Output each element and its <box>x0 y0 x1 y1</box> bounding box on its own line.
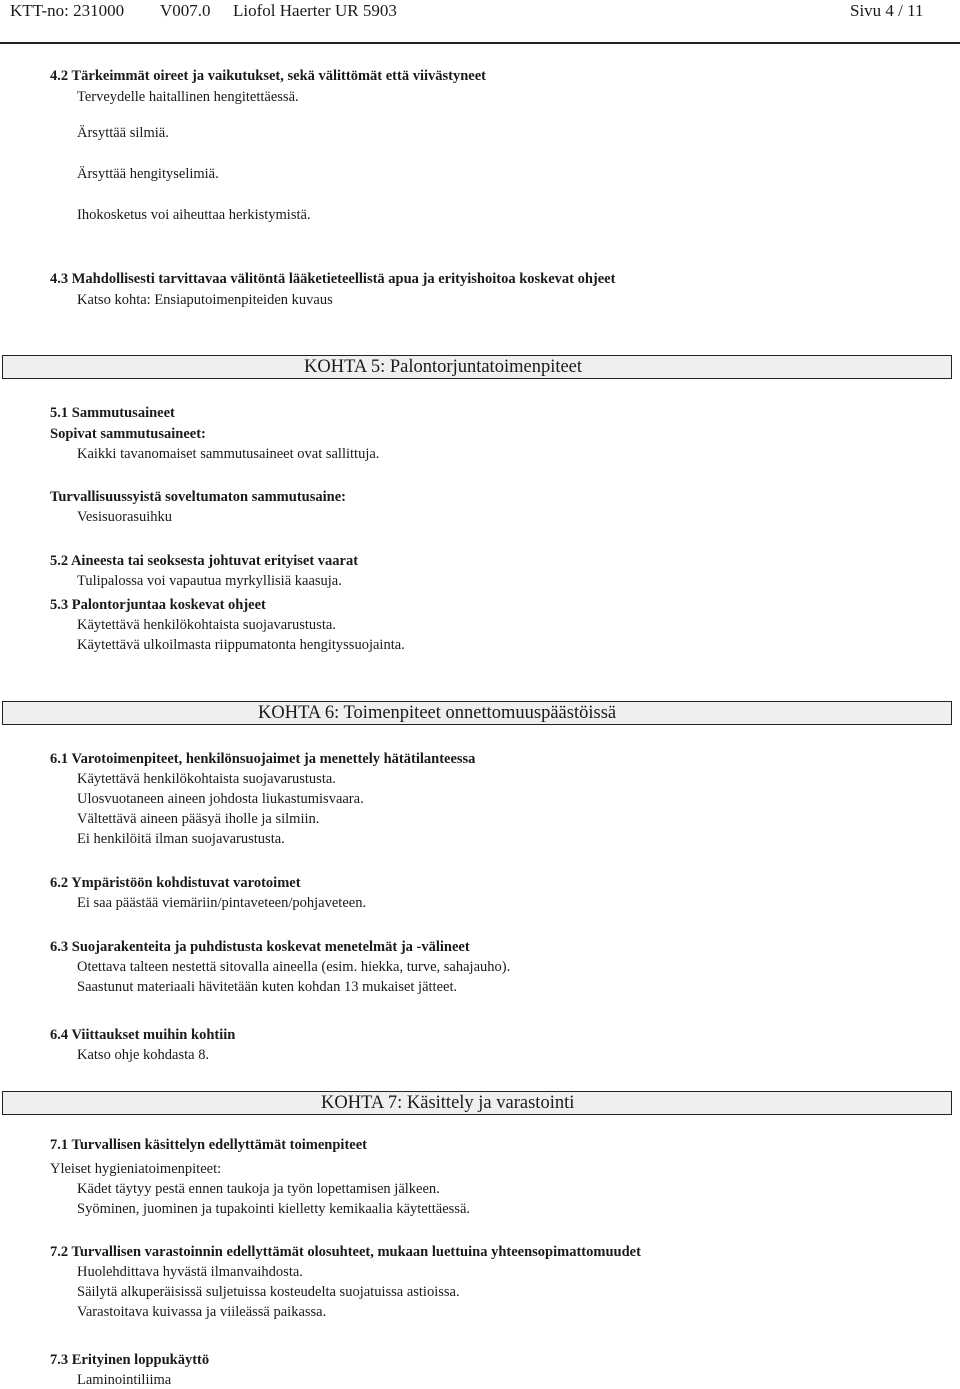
text-line: Ei saa päästää viemäriin/pintaveteen/pohjaveteen. <box>77 895 367 911</box>
label-hygiene: Yleiset hygieniatoimenpiteet: <box>50 1161 222 1177</box>
text-line: Ei henkilöitä ilman suojavarustusta. <box>77 831 285 847</box>
text-line: Varastoitava kuivassa ja viileässä paikassa. <box>77 1304 327 1320</box>
text-line: Ärsyttää hengityselimiä. <box>77 166 219 182</box>
text-line: Kädet täytyy pestä ennen taukoja ja työn lopettamisen jälkeen. <box>77 1181 440 1197</box>
text-line: Käytettävä henkilökohtaista suojavarustusta. <box>77 617 336 633</box>
product-name: Liofol Haerter UR 5903 <box>233 1 397 20</box>
section-heading-7: KOHTA 7: Käsittely ja varastointi <box>321 1093 575 1113</box>
subsection-title-6-4: 6.4 Viittaukset muihin kohtiin <box>50 1027 236 1043</box>
subsection-title-7-2: 7.2 Turvallisen varastoinnin edellyttämät olosuhteet, mukaan luettuina yhteensopimattomuudet <box>50 1244 641 1260</box>
subsection-title-5-2: 5.2 Aineesta tai seoksesta johtuvat erityiset vaarat <box>50 553 359 569</box>
subsection-title-4-2: 4.2 Tärkeimmät oireet ja vaikutukset, sekä välittömät että viivästyneet <box>50 68 487 84</box>
text-line: Saastunut materiaali hävitetään kuten kohdan 13 mukaiset jätteet. <box>77 979 458 995</box>
text-line: Vesisuorasuihku <box>77 509 173 525</box>
subsection-title-6-2: 6.2 Ympäristöön kohdistuvat varotoimet <box>50 875 301 891</box>
subsection-title-7-1: 7.1 Turvallisen käsittelyn edellyttämät toimenpiteet <box>50 1137 367 1153</box>
label-suitable: Sopivat sammutusaineet: <box>50 426 206 442</box>
text-line: Laminointiliima <box>77 1372 172 1388</box>
text-line: Ihokosketus voi aiheuttaa herkistymistä. <box>77 207 311 223</box>
text-line: Otettava talteen nestettä sitovalla aineella (esim. hiekka, turve, sahajauho). <box>77 959 511 975</box>
section-heading-5: KOHTA 5: Palontorjuntatoimenpiteet <box>304 357 583 377</box>
text-line: Käytettävä ulkoilmasta riippumatonta hengityssuojainta. <box>77 637 405 653</box>
doc-version: V007.0 <box>160 1 211 20</box>
text-line: Katso kohta: Ensiaputoimenpiteiden kuvaus <box>77 292 333 308</box>
text-line: Käytettävä henkilökohtaista suojavarustusta. <box>77 771 336 787</box>
text-line: Ulosvuotaneen aineen johdosta liukastumisvaara. <box>77 791 364 807</box>
label-unsuitable: Turvallisuussyistä soveltumaton sammutusaine: <box>50 489 346 505</box>
text-line: Tulipalossa voi vapautua myrkyllisiä kaasuja. <box>77 573 342 589</box>
text-line: Huolehdittava hyvästä ilmanvaihdosta. <box>77 1264 303 1280</box>
header-rule <box>0 42 960 44</box>
text-line: Kaikki tavanomaiset sammutusaineet ovat sallittuja. <box>77 446 380 462</box>
section-heading-6: KOHTA 6: Toimenpiteet onnettomuuspäästöissä <box>258 703 617 723</box>
page-number: Sivu 4 / 11 <box>850 1 924 20</box>
text-line: Katso ohje kohdasta 8. <box>77 1047 210 1063</box>
subsection-title-4-3: 4.3 Mahdollisesti tarvittavaa välitöntä lääketieteellistä apua ja erityishoitoa koskevat ohjeet <box>50 271 616 287</box>
text-line: Ärsyttää silmiä. <box>77 125 169 141</box>
subsection-title-7-3: 7.3 Erityinen loppukäyttö <box>50 1352 210 1368</box>
subsection-title-6-1: 6.1 Varotoimenpiteet, henkilönsuojaimet ja menettely hätätilanteessa <box>50 751 476 767</box>
subsection-title-6-3: 6.3 Suojarakenteita ja puhdistusta koskevat menetelmät ja -välineet <box>50 939 470 955</box>
text-line: Säilytä alkuperäisissä suljetuissa kosteudelta suojatuissa astioissa. <box>77 1284 460 1300</box>
subsection-title-5-1: 5.1 Sammutusaineet <box>50 405 175 421</box>
doc-id: KTT-no: 231000 <box>10 1 125 20</box>
text-line: Vältettävä aineen pääsyä iholle ja silmiin. <box>77 811 320 827</box>
subsection-title-5-3: 5.3 Palontorjuntaa koskevat ohjeet <box>50 597 266 613</box>
text-line: Terveydelle haitallinen hengitettäessä. <box>77 89 299 105</box>
text-line: Syöminen, juominen ja tupakointi kielletty kemikaalia käytettäessä. <box>77 1201 471 1217</box>
